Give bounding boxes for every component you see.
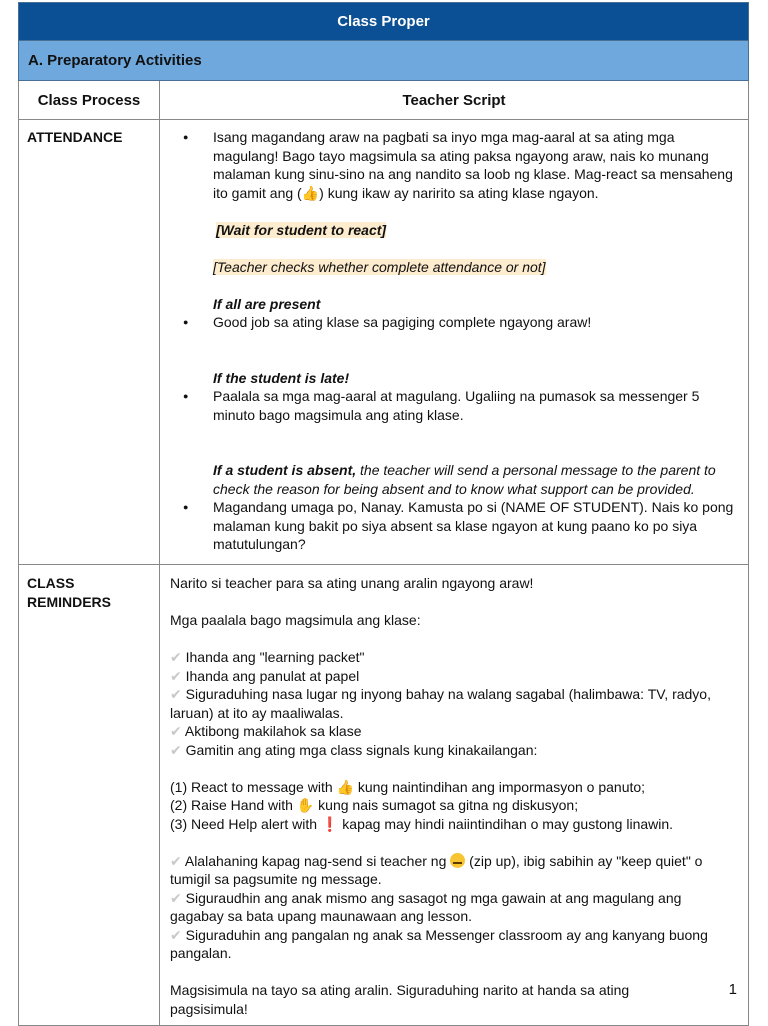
signal-text: kung naintindihan ang impormasyon o panuto; bbox=[353, 778, 646, 795]
reminder-item bbox=[170, 722, 738, 741]
zipper-mouth-icon bbox=[450, 853, 465, 868]
class-proper-title bbox=[18, 2, 749, 41]
present-label: If all are present bbox=[213, 295, 321, 312]
reminder-item bbox=[170, 685, 738, 722]
signal-text: kung nais sumagot sa gitna ng diskusyon; bbox=[314, 797, 579, 813]
reminder-text: Aktibong makilahok sa klase bbox=[184, 723, 362, 739]
check-text: [Teacher checks whether complete attendance or not] bbox=[213, 258, 546, 275]
wait-text: [Wait for student to react] bbox=[216, 221, 387, 238]
signal-text: kapag may hindi naiintindihan o may gustong linawin. bbox=[338, 815, 674, 832]
section-heading bbox=[18, 41, 749, 81]
wait-note bbox=[170, 221, 738, 240]
greeting-text: Isang magandang araw na pagbati sa inyo mga mag-aaral at sa ating mga magulang! Bago tayo magsimula sa ating paksa ngayong araw, nais ko munang malaman kung sinu-sino na ang nandito sa loob ng klase. Mag-react sa mensaheng ito gamit ang ( bbox=[213, 129, 733, 201]
reminder-text: (zip up), ibig sabihin ay "keep quiet" o tumigil sa pagsumite ng message. bbox=[170, 852, 703, 887]
late-bullet: ● Paalala sa mga mag-aaral at magulang. Ugaliing na pumasok sa messenger 5 minuto bago magsimula ang ating klase. bbox=[170, 387, 738, 424]
header-class-process: Class Process bbox=[19, 81, 160, 119]
absent-note bbox=[170, 461, 738, 498]
check-note bbox=[170, 258, 738, 277]
absent-bullet: ● Magandang umaga po, Nanay. Kamusta po si (NAME OF STUDENT). Nais ko pong malaman kung bakit po siya absent sa klase ngayon at kung paano ko po siya matutulungan? bbox=[170, 498, 738, 554]
check-icon: ✔ bbox=[170, 649, 182, 665]
absent-note-text: the teacher will send a personal message to the parent to check the reason for being absent and to know what support can be provided. bbox=[213, 462, 716, 497]
thumbs-up-icon: 👍 bbox=[301, 184, 320, 201]
reminder-text: Ihanda ang "learning packet" bbox=[185, 649, 365, 665]
script-table bbox=[18, 81, 749, 1026]
signal-text: (3) Need Help alert with bbox=[170, 815, 321, 832]
table-header-row bbox=[19, 81, 748, 119]
check-icon: ✔ bbox=[170, 889, 182, 906]
greeting-bullet bbox=[170, 128, 738, 202]
late-label: If the student is late! bbox=[213, 369, 350, 386]
greeting-text-end: ) kung ikaw ay naririto sa ating klase ngayon. bbox=[319, 184, 599, 201]
reminder-item bbox=[170, 741, 738, 760]
attendance-script bbox=[160, 120, 748, 564]
reminder-text: Ihanda ang panulat at papel bbox=[185, 667, 360, 684]
reminders-heading: Mga paalala bago magsimula ang klase: bbox=[170, 612, 421, 628]
signal-react bbox=[170, 778, 738, 797]
exclamation-icon: ❗ bbox=[320, 815, 339, 832]
reminder-zip bbox=[170, 852, 738, 889]
title-text: Class Proper bbox=[337, 13, 430, 30]
reminder-item bbox=[170, 648, 738, 667]
attendance-cell bbox=[19, 120, 160, 564]
reminder-text: Siguraudhin ang anak mismo ang sasagot ng mga gawain at ang magulang ang gagabay sa bata upang maunawaan ang lesson. bbox=[170, 889, 682, 924]
reminders-row bbox=[19, 564, 748, 1025]
header-teacher-script: Teacher Script bbox=[402, 91, 506, 109]
reminder-text: Gamitin ang ating mga class signals kung kinakailangan: bbox=[185, 741, 538, 758]
closing-text: Magsisimula na tayo sa ating aralin. Siguraduhing narito at handa sa ating pagsisimula! bbox=[170, 982, 630, 1017]
check-icon: ✔ bbox=[170, 723, 182, 739]
section-text: A. Preparatory Activities bbox=[28, 52, 202, 69]
check-icon: ✔ bbox=[170, 926, 182, 943]
check-icon: ✔ bbox=[170, 741, 182, 758]
attendance-label: ATTENDANCE bbox=[27, 129, 123, 145]
check-icon: ✔ bbox=[170, 686, 182, 702]
page-number: 1 bbox=[728, 981, 737, 998]
reminders-label-line1: CLASS bbox=[27, 575, 75, 591]
reminder-text: Siguraduhing nasa lugar ng inyong bahay na walang sagabal (halimbawa: TV, radyo, laruan) at ito ay maaliwalas. bbox=[170, 686, 711, 721]
thumbs-up-icon: 👍 bbox=[336, 778, 354, 795]
reminders-intro: Narito si teacher para sa ating unang aralin ngayong araw! bbox=[170, 575, 534, 591]
present-bullet: ● Good job sa ating klase sa pagiging complete ngayong araw! bbox=[170, 313, 738, 332]
signal-raise-hand bbox=[170, 796, 738, 815]
reminder-item bbox=[170, 926, 738, 963]
reminder-item bbox=[170, 667, 738, 686]
reminder-text: Alalahaning kapag nag-send si teacher ng bbox=[184, 852, 451, 869]
absent-label: If a student is absent, bbox=[213, 462, 357, 478]
signal-text: (2) Raise Hand with bbox=[170, 797, 297, 813]
reminder-text: Siguraduhin ang pangalan ng anak sa Messenger classroom ay ang kanyang buong pangalan. bbox=[170, 926, 708, 961]
check-icon: ✔ bbox=[170, 852, 182, 869]
check-icon: ✔ bbox=[170, 667, 182, 684]
attendance-row bbox=[19, 119, 748, 564]
reminder-item bbox=[170, 889, 738, 926]
reminders-label-line2: REMINDERS bbox=[27, 594, 112, 610]
reminders-script bbox=[160, 565, 748, 1025]
reminders-cell bbox=[19, 565, 160, 1025]
signal-text: (1) React to message with bbox=[170, 778, 337, 795]
lesson-plan-table bbox=[18, 2, 749, 1026]
signal-need-help bbox=[170, 815, 738, 834]
raised-hand-icon: ✋ bbox=[296, 797, 315, 813]
